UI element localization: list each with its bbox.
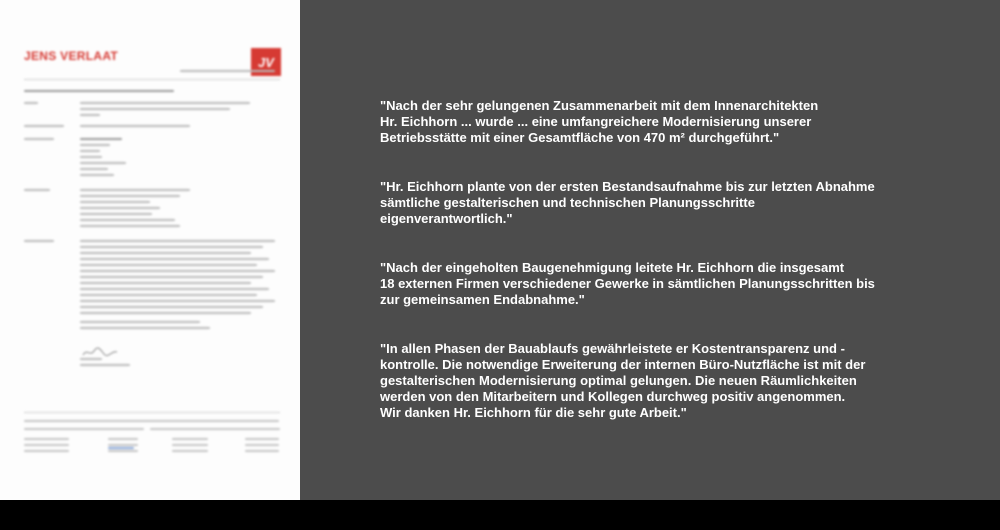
quote-1: "Nach der sehr gelungenen Zusammenarbeit mit dem Innenarchitekten Hr. Eichhorn ... wurde ... eine umfangreichere Modernisierung unserer Betriebsstätte mit einer Gesamtfläche von 470 m² durchgeführt." <box>380 98 819 145</box>
footer-text-line <box>24 428 144 430</box>
letter-text-line <box>80 276 263 278</box>
footer-text-line <box>245 444 279 446</box>
footer-text-line <box>172 438 208 440</box>
reference-letter-thumbnail <box>0 0 300 500</box>
quotes-panel <box>300 0 1000 500</box>
letter-text-line <box>80 252 251 254</box>
letter-text-line <box>80 364 130 366</box>
footer-text-line <box>108 450 138 452</box>
quote-4: "In allen Phasen der Bauablaufs gewährleistete er Kostentransparenz und - kontrolle. Die notwendige Erweiterung der internen Büro-Nutzfläche ist mit der gestalterischen Modernisierung optimal gelungen. Die neuen Räumlichkeiten werden von den Mitarbeitern und Kollegen durchweg positiv angenommen. Wir danken Hr. Eichhorn für die sehr gute Arbeit." <box>380 341 866 420</box>
letter-text-line <box>80 114 100 116</box>
letter-text-line <box>24 102 38 104</box>
letter-logo: JV <box>251 48 281 76</box>
letter-text-line <box>24 125 64 127</box>
letter-text-line <box>80 125 190 127</box>
letter-text-line <box>80 201 150 203</box>
letter-text-line <box>80 312 251 314</box>
letter-text-line <box>80 321 200 323</box>
letter-text-line <box>80 213 152 215</box>
letter-text-line <box>24 90 174 92</box>
footer-link-line <box>108 447 134 449</box>
letter-text-line <box>80 156 102 158</box>
footer-text-line <box>24 438 69 440</box>
letter-text-line <box>80 219 175 221</box>
footer-text-line <box>172 444 208 446</box>
letter-text-line <box>80 264 257 266</box>
letter-text-line <box>80 108 230 110</box>
letter-text-line <box>80 168 108 170</box>
footer-text-line <box>24 450 69 452</box>
letter-text-line <box>80 138 122 140</box>
letter-text-line <box>80 195 180 197</box>
letter-text-line <box>80 270 275 272</box>
signature <box>82 346 118 358</box>
reference-letter-page <box>0 0 300 500</box>
letter-text-line <box>80 288 269 290</box>
letter-text-line <box>80 327 210 329</box>
quotes-list <box>380 98 970 454</box>
footer-text-line <box>108 438 138 440</box>
quote-2: "Hr. Eichhorn plante von der ersten Bestandsaufnahme bis zur letzten Abnahme sämtliche gestalterischen und technischen Planungsschritte eigenverantwortlich." <box>380 179 875 226</box>
letter-text-line <box>80 102 250 104</box>
letter-text-line <box>180 70 275 72</box>
footer-text-line <box>245 438 279 440</box>
letter-brand: JENS VERLAAT <box>24 49 119 63</box>
quote-3: "Nach der eingeholten Baugenehmigung leitete Hr. Eichhorn die insgesamt 18 externen Firmen verschiedener Gewerke in sämtlichen Planungsschritten bis zur gemeinsamen Endabnahme." <box>380 260 875 307</box>
letter-text-line <box>80 282 251 284</box>
letter-text-line <box>80 358 102 360</box>
footer-text-line <box>172 450 208 452</box>
footer-text-line <box>24 420 279 422</box>
letter-text-line <box>80 144 110 146</box>
letter-text-line <box>24 138 54 140</box>
letter-text-line <box>80 300 275 302</box>
letter-text-line <box>24 240 54 242</box>
letter-text-line <box>80 162 126 164</box>
bottom-bar <box>0 500 1000 530</box>
divider <box>24 79 280 80</box>
letter-text-line <box>80 306 263 308</box>
letter-text-line <box>80 150 100 152</box>
letter-text-line <box>24 189 50 191</box>
letter-text-line <box>80 189 190 191</box>
footer-text-line <box>150 428 280 430</box>
footer-text-line <box>24 444 69 446</box>
letter-text-line <box>80 246 263 248</box>
letter-text-line <box>80 174 114 176</box>
letter-text-line <box>80 240 275 242</box>
letter-text-line <box>80 225 180 227</box>
letter-text-line <box>80 258 269 260</box>
letter-text-line <box>80 207 160 209</box>
footer-divider <box>24 412 280 413</box>
letter-text-line <box>80 294 257 296</box>
footer-text-line <box>108 444 138 446</box>
footer-text-line <box>245 450 279 452</box>
